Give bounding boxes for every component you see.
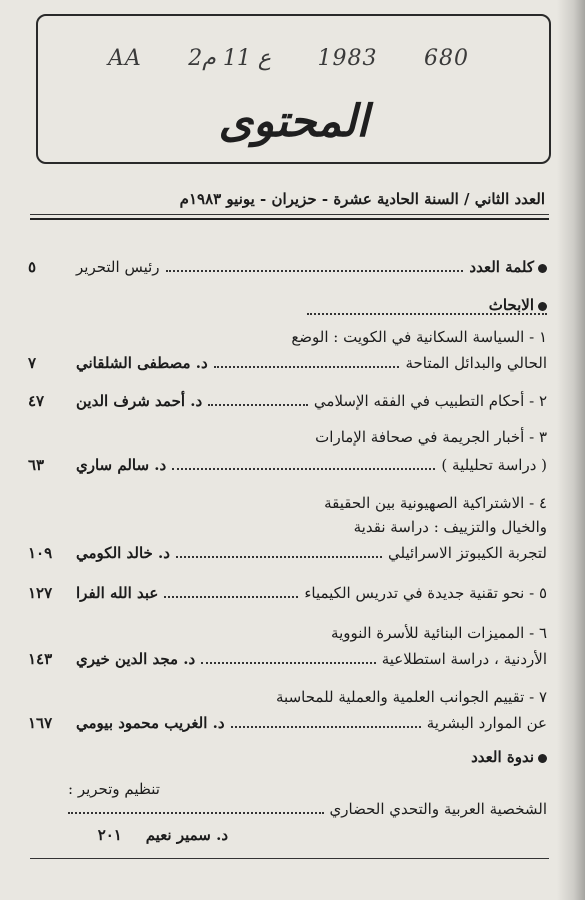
bullet-icon [538,754,547,763]
toc-page: ١٤٣ [28,650,53,668]
toc-entry-editorial [28,258,547,276]
toc-author: د. خالد الكومي [76,544,170,562]
issue-line: العدد الثاني / السنة الحادية عشرة - حزيران - يونيو ١٩٨٣م [179,190,545,208]
toc-entry-symposium-author [28,826,228,844]
toc-entry-4 [28,544,547,562]
handwritten-note [108,46,469,71]
toc-page: ١٦٧ [28,714,53,732]
toc-entry-title-line: لتجربة الكيبوتز الاسرائيلي [388,544,547,562]
toc-entry-title-line: ٣ - أخبار الجريمة في صحافة الإمارات [315,428,547,446]
toc-entry-title-line: الأردنية ، دراسة استطلاعية [381,650,547,668]
leader-dots [176,555,382,558]
page-edge-shadow [557,0,585,900]
title-frame [36,14,551,164]
leader-dots [166,269,464,272]
toc-page: ٥ [28,258,37,276]
leader-dots [307,312,547,315]
leader-dots [201,661,376,664]
toc-entry-6 [28,650,547,668]
toc-author: د. الغريب محمود بيومي [76,714,225,732]
handwritten-note-part: 2ع 11 م [188,46,272,71]
handwritten-note-part: AA [108,46,142,71]
toc-entry-title-line: ٥ - نحو تقنية جديدة في تدريس الكيمياء [304,584,547,602]
toc-page: ١٢٧ [28,584,53,602]
toc-entry-title-line: الحالي والبدائل المتاحة [405,354,547,372]
toc-section-symposium [28,748,547,766]
toc-author: د. سمير نعيم [145,826,228,844]
toc-entry-title-line: ( دراسة تحليلية ) [441,456,547,474]
leader-dots [172,467,435,470]
toc-page: ٦٣ [28,456,45,474]
toc-entry-title-line: ١ - السياسة السكانية في الكويت : الوضع [291,328,547,346]
handwritten-note-part: 680 [423,46,469,71]
divider [30,214,549,215]
leader-dots [164,595,298,598]
toc-entry-3 [28,456,547,474]
toc-entry-title-line: ٢ - أحكام التطبيب في الفقه الإسلامي [313,392,547,410]
toc-page: ٢٠١ [97,826,122,844]
toc-entry-title-line: عن الموارد البشرية [426,714,547,732]
toc-entry-title-line: الشخصية العربية والتحدي الحضاري [329,800,547,818]
toc-author: د. مصطفى الشلقاني [76,354,208,372]
toc-section-label: الابحاث [488,296,534,314]
toc-section-label: كلمة العدد [469,258,534,276]
toc-page: ٧ [28,354,37,372]
bullet-icon [538,264,547,273]
toc-author: د. سالم ساري [76,456,167,474]
toc-entry-title-line: ٤ - الاشتراكية الصهيونية بين الحقيقة [324,494,547,512]
toc-entry-title-line: ٦ - المميزات البنائية للأسرة النووية [331,624,547,642]
toc-entry-5 [28,584,547,602]
toc-section-label: ندوة العدد [471,748,534,766]
toc-author: عبد الله الفرا [76,584,159,602]
toc-author: د. أحمد شرف الدين [76,392,203,410]
toc-page: ٤٧ [28,392,45,410]
leader-dots [214,365,400,368]
bullet-icon [538,302,547,311]
toc-entry-2 [28,392,547,410]
toc-entry-symposium [28,800,547,818]
toc-entry-1 [28,354,547,372]
handwritten-note-part: 1983 [317,46,378,71]
divider [30,218,549,220]
divider [30,858,549,859]
toc-organizer-label: تنظيم وتحرير : [68,780,160,798]
toc-author: د. مجد الدين خيري [76,650,196,668]
leader-dots [231,725,421,728]
toc-page: ١٠٩ [28,544,53,562]
toc-author: رئيس التحرير [76,258,160,276]
toc-entry-title-line: والخيال والتزييف : دراسة نقدية [353,518,547,536]
toc-entry-title-line: ٧ - تقييم الجوانب العلمية والعملية للمحاسبة [276,688,547,706]
toc-entry-7 [28,714,547,732]
leader-dots [208,403,308,406]
page-title: المحتوى [218,96,369,147]
leader-dots [68,811,324,814]
